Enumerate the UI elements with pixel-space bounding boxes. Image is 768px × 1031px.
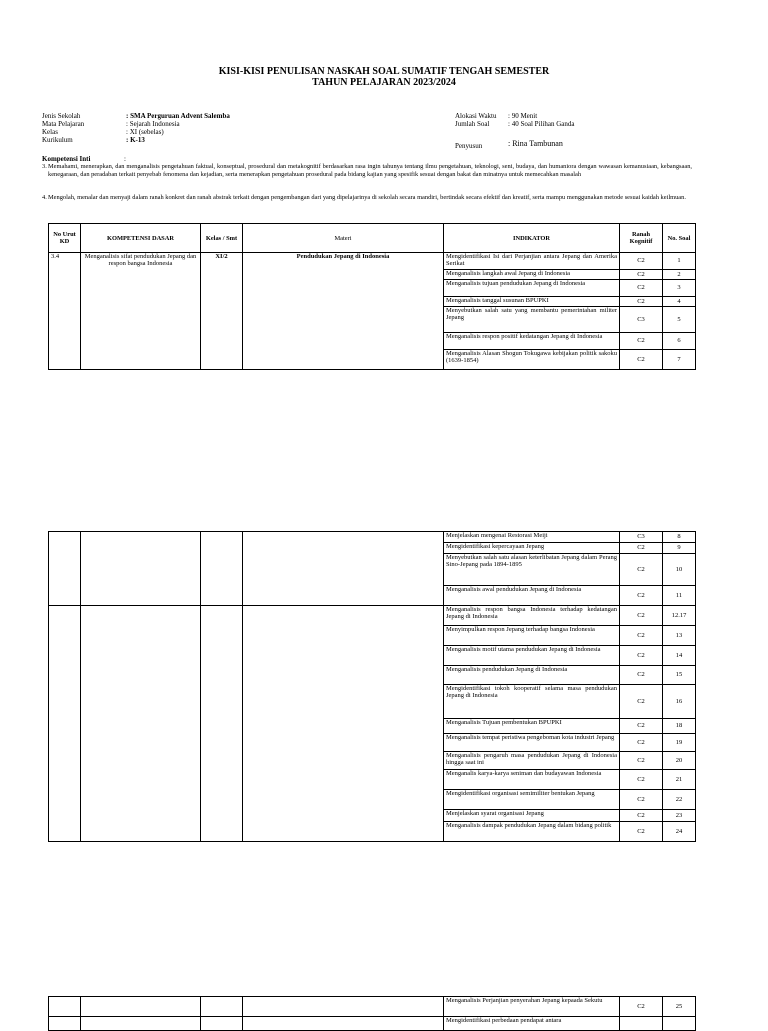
ranah-cell: C2 bbox=[620, 543, 663, 554]
indikator-cell: Menganalisis dampak pendudukan Jepang dalam bidang politik bbox=[444, 822, 620, 842]
indikator-cell: Menganalisis respon positif kedatangan Jepang di Indonesia bbox=[444, 333, 620, 350]
ranah-cell: C3 bbox=[620, 307, 663, 333]
indikator-cell: Menganalisis awal pendudukan Jepang di Indonesia bbox=[444, 586, 620, 606]
table-body-page3 bbox=[49, 997, 696, 1031]
table-body-page2 bbox=[49, 532, 696, 842]
indikator-cell: Menganalisis tempat peristiwa pengeboman kota industri Jepang bbox=[444, 734, 620, 752]
kd-cell-blank bbox=[81, 532, 201, 606]
header-no-soal: No. Soal bbox=[663, 224, 696, 253]
no-soal-cell: 8 bbox=[663, 532, 696, 543]
indikator-cell: Mengidentifikasi Isi dari Perjanjian antara Jepang dan Amerika Serikat bbox=[444, 253, 620, 270]
ranah-cell: C2 bbox=[620, 606, 663, 626]
indikator-cell: Menganalisis Perjanjian penyerahan Jepang kepaada Sekutu bbox=[444, 997, 620, 1017]
jenis-sekolah-value: : SMA Perguruan Advent Salemba bbox=[126, 112, 230, 120]
penyusun-label: Penyusun bbox=[455, 142, 483, 150]
kelas-cell-blank bbox=[201, 997, 243, 1017]
indikator-cell: Menganalisis Tujuan pembentukan BPUPKI bbox=[444, 719, 620, 734]
kurikulum-label: Kurikulum bbox=[42, 136, 73, 144]
kompetensi-inti-colon: : bbox=[124, 155, 126, 163]
ki-3 bbox=[42, 163, 692, 178]
no-soal-cell: 1 bbox=[663, 253, 696, 270]
no-soal-cell: 19 bbox=[663, 734, 696, 752]
alokasi-label: Alokasi Waktu bbox=[455, 112, 497, 120]
materi-cell: Pendudukan Jepang di Indonesia bbox=[243, 253, 444, 370]
no-cell-blank bbox=[49, 997, 81, 1017]
ranah-cell: C2 bbox=[620, 253, 663, 270]
indikator-cell: Menyebutkan salah satu yang membantu pemerintahan militer Jepang bbox=[444, 307, 620, 333]
document-title: KISI-KISI PENULISAN NASKAH SOAL SUMATIF TENGAH SEMESTER bbox=[218, 66, 550, 77]
indikator-cell: Menyimpulkan respon Jepang terhadap bangsa Indonesia bbox=[444, 626, 620, 646]
no-soal-cell: 11 bbox=[663, 586, 696, 606]
materi-cell-blank bbox=[243, 997, 444, 1017]
no-soal-cell: 21 bbox=[663, 770, 696, 790]
kelas-cell: XI/2 bbox=[201, 253, 243, 370]
table-row bbox=[49, 997, 696, 1017]
jumlah-soal-label: Jumlah Soal bbox=[455, 120, 490, 128]
indikator-cell: Mengidentifikasi perbedaan pendapat antara bbox=[444, 1017, 620, 1031]
materi-cell-blank bbox=[243, 606, 444, 842]
indikator-cell: Mengidentifikasi kepercayaan Jepang bbox=[444, 543, 620, 554]
header-ranah: Ranah Kognitif bbox=[620, 224, 663, 253]
ranah-cell: C2 bbox=[620, 997, 663, 1017]
no-soal-cell: 13 bbox=[663, 626, 696, 646]
no-soal-cell: 2 bbox=[663, 270, 696, 280]
no-soal-cell: 16 bbox=[663, 685, 696, 719]
ranah-cell: C3 bbox=[620, 532, 663, 543]
no-soal-cell: 5 bbox=[663, 307, 696, 333]
indikator-cell: Menganalisis langkah awal Jepang di Indonesia bbox=[444, 270, 620, 280]
indikator-cell: Menyebutkan salah satu alasan keterlibatan Jepang dalam Perang Sino-Jepang pada 1894-1895 bbox=[444, 554, 620, 586]
ranah-cell: C2 bbox=[620, 586, 663, 606]
kisi-table-page2 bbox=[48, 531, 696, 842]
header-materi: Materi bbox=[243, 224, 444, 253]
indikator-cell: Menganalisis tanggal susunan BPUPKI bbox=[444, 297, 620, 307]
indikator-cell: Menganalisis motif utama pendudukan Jepang di Indonesia bbox=[444, 646, 620, 666]
table-row bbox=[49, 606, 696, 626]
no-soal-cell: 4 bbox=[663, 297, 696, 307]
ranah-cell: C2 bbox=[620, 822, 663, 842]
header-kompetensi-dasar: KOMPETENSI DASAR bbox=[81, 224, 201, 253]
no-soal-cell: 20 bbox=[663, 752, 696, 770]
ki-4 bbox=[42, 194, 692, 202]
indikator-cell: Menganalisis pendudukan Jepang di Indonesia bbox=[444, 666, 620, 685]
ranah-cell: C2 bbox=[620, 734, 663, 752]
kd-number-cell: 3.4 bbox=[49, 253, 81, 370]
ranah-cell: C2 bbox=[620, 626, 663, 646]
mata-pelajaran-label: Mata Pelajaran bbox=[42, 120, 85, 128]
ranah-cell: C2 bbox=[620, 719, 663, 734]
indikator-cell: Menganalisis respon bangsa Indonesia terhadap kedatangan Jepang di Indonesia bbox=[444, 606, 620, 626]
ranah-cell: C2 bbox=[620, 752, 663, 770]
ranah-cell: C2 bbox=[620, 646, 663, 666]
kelas-value: : XI (sebelas) bbox=[126, 128, 164, 136]
kelas-cell-blank bbox=[201, 532, 243, 606]
ranah-cell: C2 bbox=[620, 810, 663, 822]
indikator-cell: Mengidentifikasi tokoh kooperatif selama masa pendudukan Jepang di Indonesia bbox=[444, 685, 620, 719]
ranah-cell: C2 bbox=[620, 666, 663, 685]
no-soal-cell: 18 bbox=[663, 719, 696, 734]
ki-3-number: 3. bbox=[42, 163, 47, 170]
ki-4-number: 4. bbox=[42, 194, 47, 201]
no-soal-cell: 9 bbox=[663, 543, 696, 554]
indikator-cell: Mengidentifikasi organisasi semimiliter bentukan Jepang bbox=[444, 790, 620, 810]
kurikulum-value: : K-13 bbox=[126, 136, 145, 144]
header-kelas: Kelas / Smt bbox=[201, 224, 243, 253]
no-soal-cell: 14 bbox=[663, 646, 696, 666]
ranah-cell: C2 bbox=[620, 297, 663, 307]
ranah-cell: C2 bbox=[620, 770, 663, 790]
no-soal-cell: 3 bbox=[663, 280, 696, 297]
document-subtitle: TAHUN PELAJARAN 2023/2024 bbox=[312, 77, 456, 88]
ranah-cell: C2 bbox=[620, 333, 663, 350]
table-header-row bbox=[49, 224, 696, 253]
no-soal-cell: 23 bbox=[663, 810, 696, 822]
kelas-label: Kelas bbox=[42, 128, 58, 136]
ki-4-text: Mengolah, menalar dan menyaji dalam ranah konkret dan ranah abstrak terkait dengan pengembangan dari yang dipelajarinya di sekolah secara mandiri, bertindak secara efektif dan kreatif, serta mampu menggunakan metode sesuai kaidah keilmuan. bbox=[48, 194, 686, 201]
no-soal-cell: 24 bbox=[663, 822, 696, 842]
alokasi-value: : 90 Menit bbox=[508, 112, 538, 120]
no-soal-cell: 25 bbox=[663, 997, 696, 1017]
no-cell-blank bbox=[49, 606, 81, 842]
no-soal-cell: 10 bbox=[663, 554, 696, 586]
kisi-table-page1 bbox=[48, 223, 696, 370]
kelas-cell-blank bbox=[201, 606, 243, 842]
header-indikator: INDIKATOR bbox=[444, 224, 620, 253]
kompetensi-inti-label: Kompetensi Inti bbox=[42, 155, 91, 163]
penyusun-value: : Rina Tambunan bbox=[508, 139, 563, 148]
mata-pelajaran-value: : Sejarah Indonesia bbox=[126, 120, 180, 128]
header-no-urut: No Urut KD bbox=[49, 224, 81, 253]
ranah-cell: C2 bbox=[620, 554, 663, 586]
table-row bbox=[49, 532, 696, 543]
no-soal-cell: 6 bbox=[663, 333, 696, 350]
ki-3-text: Memahami, menerapkan, dan menganalisis pengetahuan faktual, konseptual, prosedural dan metakognitif berdasarkan rasa ingin tahunya tentang ilmu pengetahuan, teknologi, seni, budaya, dan humaniora dengan wawasan kemanusiaan, kebangsaan, kenegaraan, dan peradaban terkait penyebab fenomena dan kejadian, serta menerapkan pengetahuan prosedural pada bidang kajian yang spesifik sesuai dengan bakat dan minatnya untuk memecahkan masalah bbox=[48, 163, 692, 178]
indikator-cell: Menganalisis Alasan Shogun Tokugawa kebijakan politik sakoku (1639-1854) bbox=[444, 350, 620, 370]
ranah-cell: C2 bbox=[620, 790, 663, 810]
kisi-table-page3 bbox=[48, 996, 696, 1031]
no-soal-cell: 7 bbox=[663, 350, 696, 370]
indikator-cell: Menjelaskan syarat organisasi Jepang bbox=[444, 810, 620, 822]
table-row bbox=[49, 253, 696, 270]
ranah-cell: C2 bbox=[620, 270, 663, 280]
table-body-page1 bbox=[49, 253, 696, 370]
jumlah-soal-value: : 40 Soal Pilihan Ganda bbox=[508, 120, 575, 128]
indikator-cell: Menjelaskan mengenai Restorasi Meiji bbox=[444, 532, 620, 543]
jenis-sekolah-label: Jenis Sekolah bbox=[42, 112, 81, 120]
kd-text-cell: Menganalisis sifat pendudukan Jepang dan respon bangsa Indonesia bbox=[81, 253, 201, 370]
materi-cell-blank bbox=[243, 532, 444, 606]
ranah-cell: C2 bbox=[620, 685, 663, 719]
no-soal-cell: 12.17 bbox=[663, 606, 696, 626]
no-soal-cell: 15 bbox=[663, 666, 696, 685]
no-soal-cell: 22 bbox=[663, 790, 696, 810]
no-cell-blank bbox=[49, 532, 81, 606]
indikator-cell: Menganalisis tujuan pendudukan Jepang di Indonesia bbox=[444, 280, 620, 297]
kd-cell-blank bbox=[81, 606, 201, 842]
ranah-cell: C2 bbox=[620, 280, 663, 297]
indikator-cell: Menganalisis pengaruh masa pendudukan Jepang di Indonesia hingga saat ini bbox=[444, 752, 620, 770]
ranah-cell: C2 bbox=[620, 350, 663, 370]
kd-cell-blank bbox=[81, 997, 201, 1017]
indikator-cell: Menganalis karya-karya seniman dan budayawan Indonesia bbox=[444, 770, 620, 790]
